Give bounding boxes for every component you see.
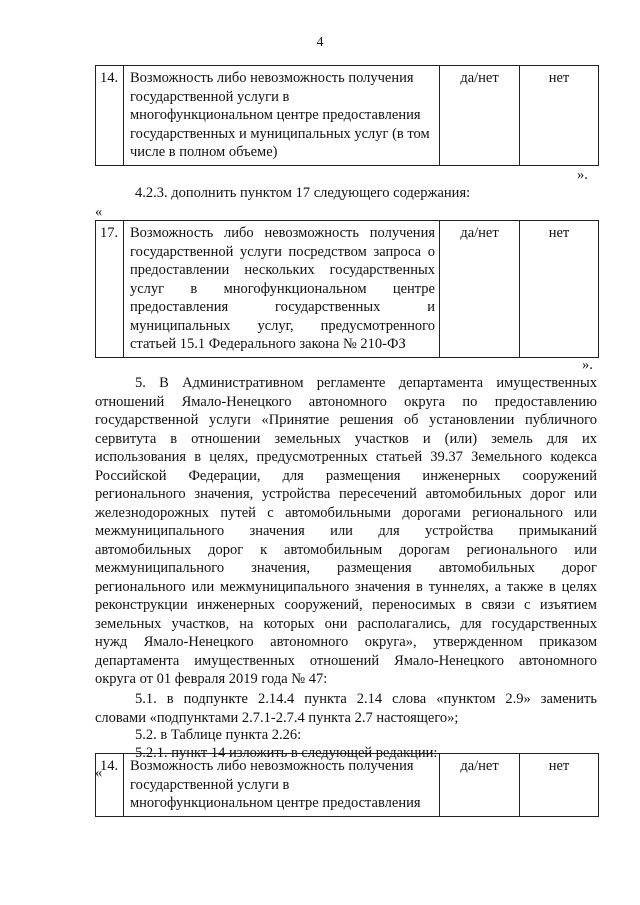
open-quote: « [95, 204, 103, 220]
row-number: 17. [96, 221, 124, 358]
table-row-14-new [95, 753, 599, 817]
table-row-17 [95, 220, 599, 358]
item-5-2: 5.2. в Таблице пункта 2.26: [135, 727, 302, 743]
paragraph-5: 5. В Административном регламенте департамента имущественных отношений Ямало-Ненецкого автономного округа по предоставлению государственной услуги «Принятие решения об установлении публичного сервитута в отношении земельных участков и (или) земель для их использования в целях, предусмотренных статьей 39.37 Земельного кодекса Российской Федерации, для размещения инженерных сооружений регионального значения, устройства пересечений автомобильных дорог или железнодорожных путей с автомобильными дорогами регионального или межмуниципального значения или для устройства примыканий автомобильных дорог к автомобильным дорогам регионального или межмуниципального значения, размещения автомобильных дорог регионального или межмуниципального значения в туннелях, а также в целях реконструкции инженерных сооружений, переносимых в связи с изъятием земельных участков, на которых они располагались, для государственных нужд Ямало-Ненецкого автономного округа», утвержденном приказом департамента имущественных отношений Ямало-Ненецкого автономного округа от 01 февраля 2019 года № 47: [95, 375, 597, 687]
table-row-14-old [95, 65, 599, 166]
page-number: 4 [316, 35, 324, 50]
item-4-2-3: 4.2.3. дополнить пунктом 17 следующего содержания: [135, 185, 471, 201]
row-number: 14. [96, 754, 124, 817]
open-quote: « [95, 765, 103, 781]
row-description: Возможность либо невозможность получения государственной услуги в многофункциональном центре предоставления [124, 754, 440, 817]
close-quote: ». [577, 167, 588, 183]
row-description: Возможность либо невозможность получения государственной услуги в многофункциональном центре предоставления государственных и муниципальных услуг (в том числе в полном объеме) [124, 66, 440, 166]
row-number: 14. [96, 66, 124, 166]
item-5-1: 5.1. в подпункте 2.14.4 пункта 2.14 слова «пунктом 2.9» заменить словами «подпунктами 2.7.1-2.7.4 пункта 2.7 настоящего»; [95, 691, 597, 726]
answer-value: нет [520, 66, 599, 166]
answer-options: да/нет [440, 754, 520, 817]
row-description: Возможность либо невозможность получения государственной услуги посредством запроса о предоставлении нескольких государственных услуг в многофункциональном центре предоставления государственных и муниципальных услуг, предусмотренного статьей 15.1 Федерального закона № 210-ФЗ [124, 221, 440, 358]
answer-options: да/нет [440, 66, 520, 166]
close-quote: ». [582, 357, 593, 373]
answer-value: нет [520, 221, 599, 358]
item-5-2-1: 5.2.1. пункт 14 изложить в следующей редакции: [135, 745, 438, 761]
answer-options: да/нет [440, 221, 520, 358]
answer-value: нет [520, 754, 599, 817]
